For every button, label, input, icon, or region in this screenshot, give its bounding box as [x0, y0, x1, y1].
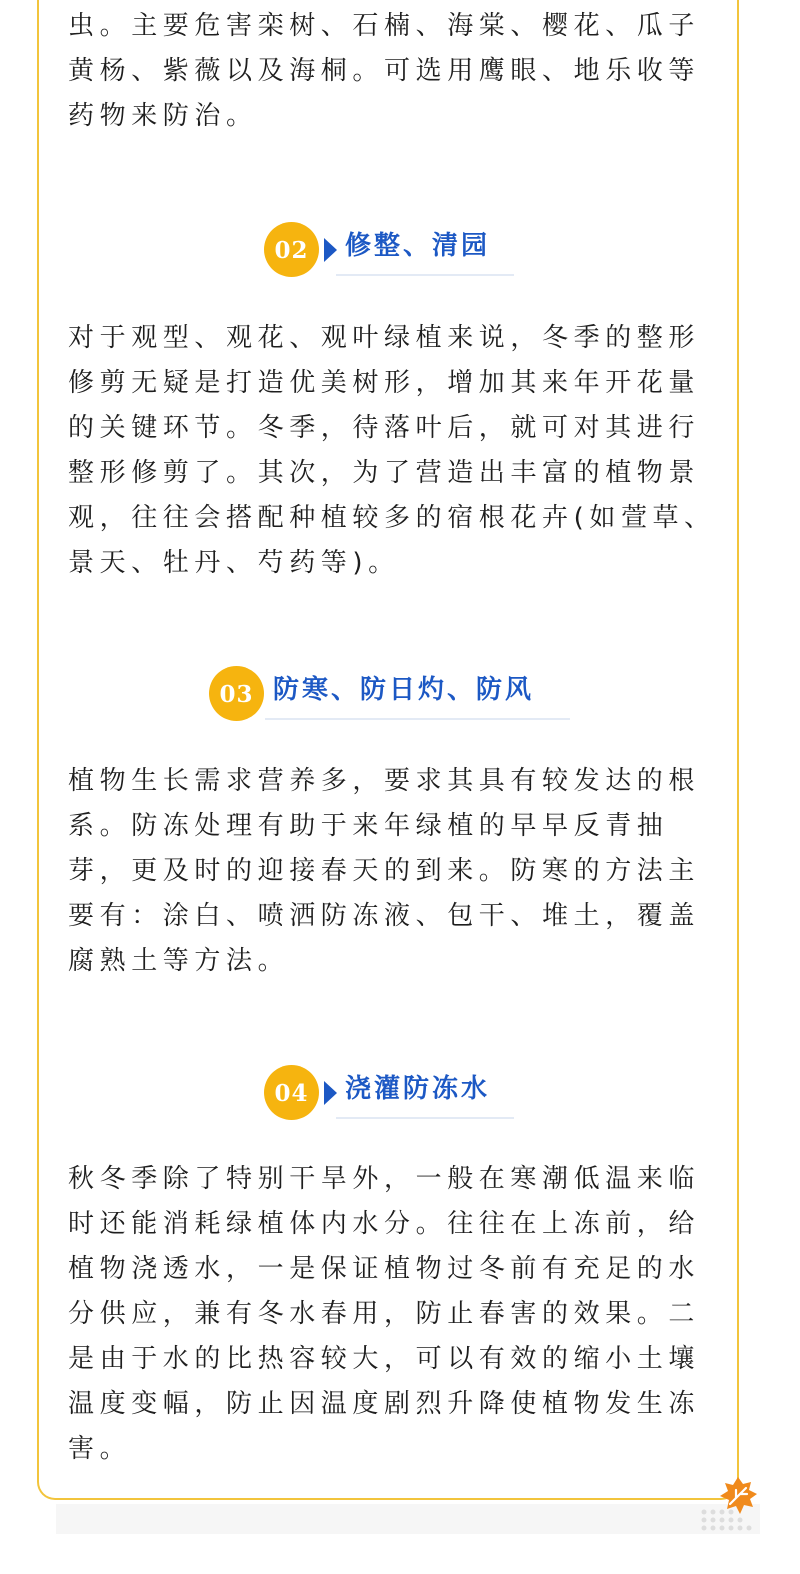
title-underline [265, 718, 570, 720]
paragraph-pests: 虫。主要危害栾树、石楠、海棠、樱花、瓜子黄杨、紫薇以及海桐。可选用鹰眼、地乐收等药物来防治。 [68, 11, 701, 131]
section-title: 防寒、防日灼、防风 [273, 675, 535, 705]
section-title: 修整、清园 [345, 231, 491, 261]
triangle-arrow-icon [324, 1081, 337, 1105]
dot-pattern-decoration [700, 1508, 756, 1532]
section-title: 浇灌防冻水 [345, 1074, 491, 1104]
section-number-badge: 02 [264, 222, 319, 277]
title-underline [336, 1117, 514, 1119]
paragraph-pruning: 对于观型、观花、观叶绿植来说，冬季的整形修剪无疑是打造优美树形，增加其来年开花量的关键环节。冬季，待落叶后，就可对其进行整形修剪了。其次，为了营造出丰富的植物景观，往往会搭配种植较多的宿根花卉(如萱草、景天、牡丹、芍药等)。 [68, 323, 716, 578]
section-number-badge: 04 [264, 1065, 319, 1120]
section-number-badge: 03 [209, 666, 264, 721]
paragraph-cold-protection: 植物生长需求营养多，要求其具有较发达的根系。防冻处理有助于来年绿植的早早反青抽芽，更及时的迎接春天的到来。防寒的方法主要有：涂白、喷洒防冻液、包干、堆土，覆盖腐熟土等方法。 [68, 766, 701, 976]
paragraph-watering: 秋冬季除了特别干旱外，一般在寒潮低温来临时还能消耗绿植体内水分。往往在上冻前，给植物浇透水，一是保证植物过冬前有充足的水分供应，兼有冬水春用，防止春害的效果。二是由于水的比热容较大，可以有效的缩小土壤温度变幅，防止因温度剧烈升降使植物发生冻害。 [68, 1164, 701, 1464]
title-underline [336, 274, 514, 276]
bottom-strip [56, 1504, 760, 1534]
triangle-arrow-icon [324, 238, 337, 262]
